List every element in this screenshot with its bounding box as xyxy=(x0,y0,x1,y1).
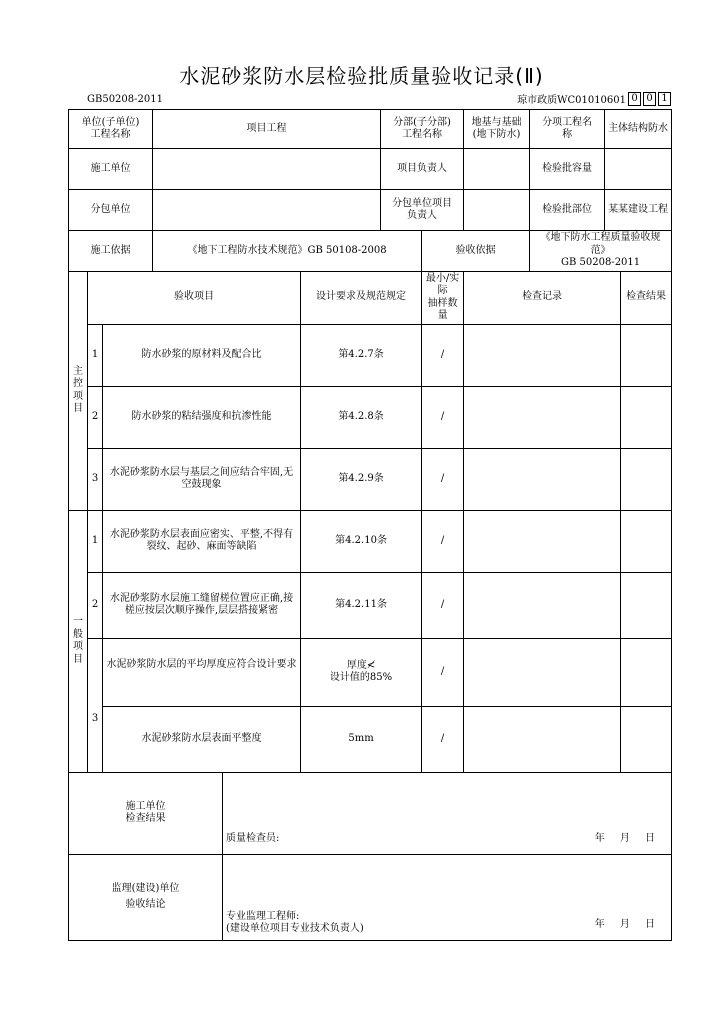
construction-basis-label: 施工依据 xyxy=(69,231,153,272)
main-group-char-2: 控 xyxy=(73,378,83,389)
item-result[interactable] xyxy=(621,706,672,772)
supervisor-conclusion-label: 监理(建设)单位 验收结论 xyxy=(69,854,223,940)
sub-item-label: 分项工程名 称 xyxy=(530,110,605,149)
item-description: 水泥砂浆防水层表面应密实、平整,不得有裂纹、起砂、麻面等缺陷 xyxy=(103,510,301,572)
sub-project-manager-label: 分包单位项目 负责人 xyxy=(381,190,464,231)
item-spec: 5mm xyxy=(301,706,422,772)
form-code-digit-2[interactable]: 0 xyxy=(643,92,656,106)
batch-capacity-label: 检验批容量 xyxy=(530,149,605,190)
subcontractor-label: 分包单位 xyxy=(69,190,153,231)
item-number: 2 xyxy=(88,386,103,448)
quality-inspector-label: 质量检查员: xyxy=(226,833,280,844)
batch-capacity-value[interactable] xyxy=(605,149,672,190)
header-row-2 xyxy=(69,149,672,190)
item-result[interactable] xyxy=(621,572,672,638)
item-number: 1 xyxy=(88,510,103,572)
contractor-value[interactable] xyxy=(153,149,381,190)
supervisor-signoff-cell[interactable] xyxy=(223,854,672,940)
header-row-1 xyxy=(69,110,672,149)
item-number: 1 xyxy=(88,324,103,386)
main-group-char-1: 主 xyxy=(73,365,83,377)
item-sample[interactable]: / xyxy=(422,572,464,638)
table-row xyxy=(69,706,672,772)
item-description: 防水砂浆的粘结强度和抗渗性能 xyxy=(103,386,301,448)
item-result[interactable] xyxy=(621,448,672,510)
item-spec: 第4.2.9条 xyxy=(301,448,422,510)
main-control-group-label xyxy=(69,271,88,510)
item-description: 水泥砂浆防水层表面平整度 xyxy=(103,706,301,772)
table-row xyxy=(69,324,672,386)
table-row xyxy=(69,572,672,638)
construction-basis-value[interactable]: 《地下工程防水技术规范》GB 50108-2008 xyxy=(153,231,422,272)
item-number: 3 xyxy=(88,638,103,772)
unit-name-value[interactable]: 项目工程 xyxy=(153,110,381,149)
form-code xyxy=(517,91,671,106)
form-code-digit-1[interactable]: 0 xyxy=(628,92,641,106)
unit-name-label: 单位(子单位) 工程名称 xyxy=(69,110,153,149)
header-row-4 xyxy=(69,231,672,272)
project-manager-value[interactable] xyxy=(464,149,530,190)
item-sample[interactable]: / xyxy=(422,706,464,772)
item-spec: 厚度≮ 设计值的85% xyxy=(301,638,422,706)
table-row xyxy=(69,638,672,706)
item-result[interactable] xyxy=(621,638,672,706)
sub-item-value[interactable]: 主体结构防水 xyxy=(605,110,672,149)
general-group-char-1: 一 xyxy=(73,616,83,627)
form-code-prefix: 琼市政质WC01010601 xyxy=(517,95,626,106)
item-spec: 第4.2.10条 xyxy=(301,510,422,572)
batch-location-value[interactable]: 某某建设工程 xyxy=(605,190,672,231)
item-description: 水泥砂浆防水层施工缝留槎位置应正确,接槎应按层次顺序操作,层层搭接紧密 xyxy=(103,572,301,638)
item-sample[interactable]: / xyxy=(422,386,464,448)
item-description: 水泥砂浆防水层与基层之间应结合牢固,无空鼓现象 xyxy=(103,448,301,510)
item-number: 3 xyxy=(88,448,103,510)
contractor-result-label: 施工单位 检查结果 xyxy=(69,772,223,854)
contractor-signoff-row xyxy=(69,772,672,854)
item-spec: 第4.2.11条 xyxy=(301,572,422,638)
acceptance-basis-value[interactable]: 《地下防水工程质量验收规范》 GB 50208-2011 xyxy=(530,231,672,272)
form-code-digit-3[interactable]: 1 xyxy=(658,92,671,106)
item-sample[interactable]: / xyxy=(422,448,464,510)
contractor-signoff-cell[interactable] xyxy=(223,772,672,854)
col-sample-header: 最小/实际 抽样数量 xyxy=(422,271,464,324)
general-group-char-4: 目 xyxy=(73,653,83,665)
inspection-form-table xyxy=(68,109,672,941)
column-header-row xyxy=(69,271,672,324)
item-record[interactable] xyxy=(464,510,621,572)
general-group-char-2: 般 xyxy=(73,628,83,640)
item-number: 2 xyxy=(88,572,103,638)
supervisor-signoff-row xyxy=(69,854,672,940)
sub-division-label: 分部(子分部) 工程名称 xyxy=(381,110,464,149)
supervisor-date: 年 月 日 xyxy=(594,919,656,930)
item-record[interactable] xyxy=(464,706,621,772)
item-record[interactable] xyxy=(464,448,621,510)
general-group-char-3: 项 xyxy=(73,641,83,652)
item-result[interactable] xyxy=(621,386,672,448)
general-group-label xyxy=(69,510,88,772)
standard-number: GB50208-2011 xyxy=(87,94,163,105)
table-row xyxy=(69,510,672,572)
item-record[interactable] xyxy=(464,386,621,448)
form-title: 水泥砂浆防水层检验批质量验收记录(Ⅱ) xyxy=(179,64,544,88)
item-record[interactable] xyxy=(464,638,621,706)
sub-division-value[interactable]: 地基与基础 (地下防水) xyxy=(464,110,530,149)
item-record[interactable] xyxy=(464,324,621,386)
col-item-header: 验收项目 xyxy=(88,271,301,324)
contractor-date: 年 月 日 xyxy=(594,833,656,844)
item-description: 防水砂浆的原材料及配合比 xyxy=(103,324,301,386)
subcontractor-value[interactable] xyxy=(153,190,381,231)
item-spec: 第4.2.8条 xyxy=(301,386,422,448)
table-row xyxy=(69,448,672,510)
col-requirement-header: 设计要求及规范规定 xyxy=(301,271,422,324)
item-spec: 第4.2.7条 xyxy=(301,324,422,386)
batch-location-label: 检验批部位 xyxy=(530,190,605,231)
header-row-3 xyxy=(69,190,672,231)
item-result[interactable] xyxy=(621,324,672,386)
project-manager-label: 项目负责人 xyxy=(381,149,464,190)
acceptance-basis-label: 验收依据 xyxy=(422,231,530,272)
main-group-char-4: 目 xyxy=(73,403,83,414)
item-description: 水泥砂浆防水层的平均厚度应符合设计要求 xyxy=(103,638,301,706)
item-record[interactable] xyxy=(464,572,621,638)
col-result-header: 检查结果 xyxy=(621,271,672,324)
supervising-engineer-label: 专业监理工程师: (建设单位项目专业技术负责人) xyxy=(226,910,364,934)
table-row xyxy=(69,386,672,448)
contractor-label: 施工单位 xyxy=(69,149,153,190)
col-record-header: 检查记录 xyxy=(464,271,621,324)
sub-project-manager-value[interactable] xyxy=(464,190,530,231)
main-group-char-3: 项 xyxy=(73,390,83,402)
item-sample[interactable]: / xyxy=(422,510,464,572)
item-sample[interactable]: / xyxy=(422,638,464,706)
item-sample[interactable]: / xyxy=(422,324,464,386)
item-result[interactable] xyxy=(621,510,672,572)
